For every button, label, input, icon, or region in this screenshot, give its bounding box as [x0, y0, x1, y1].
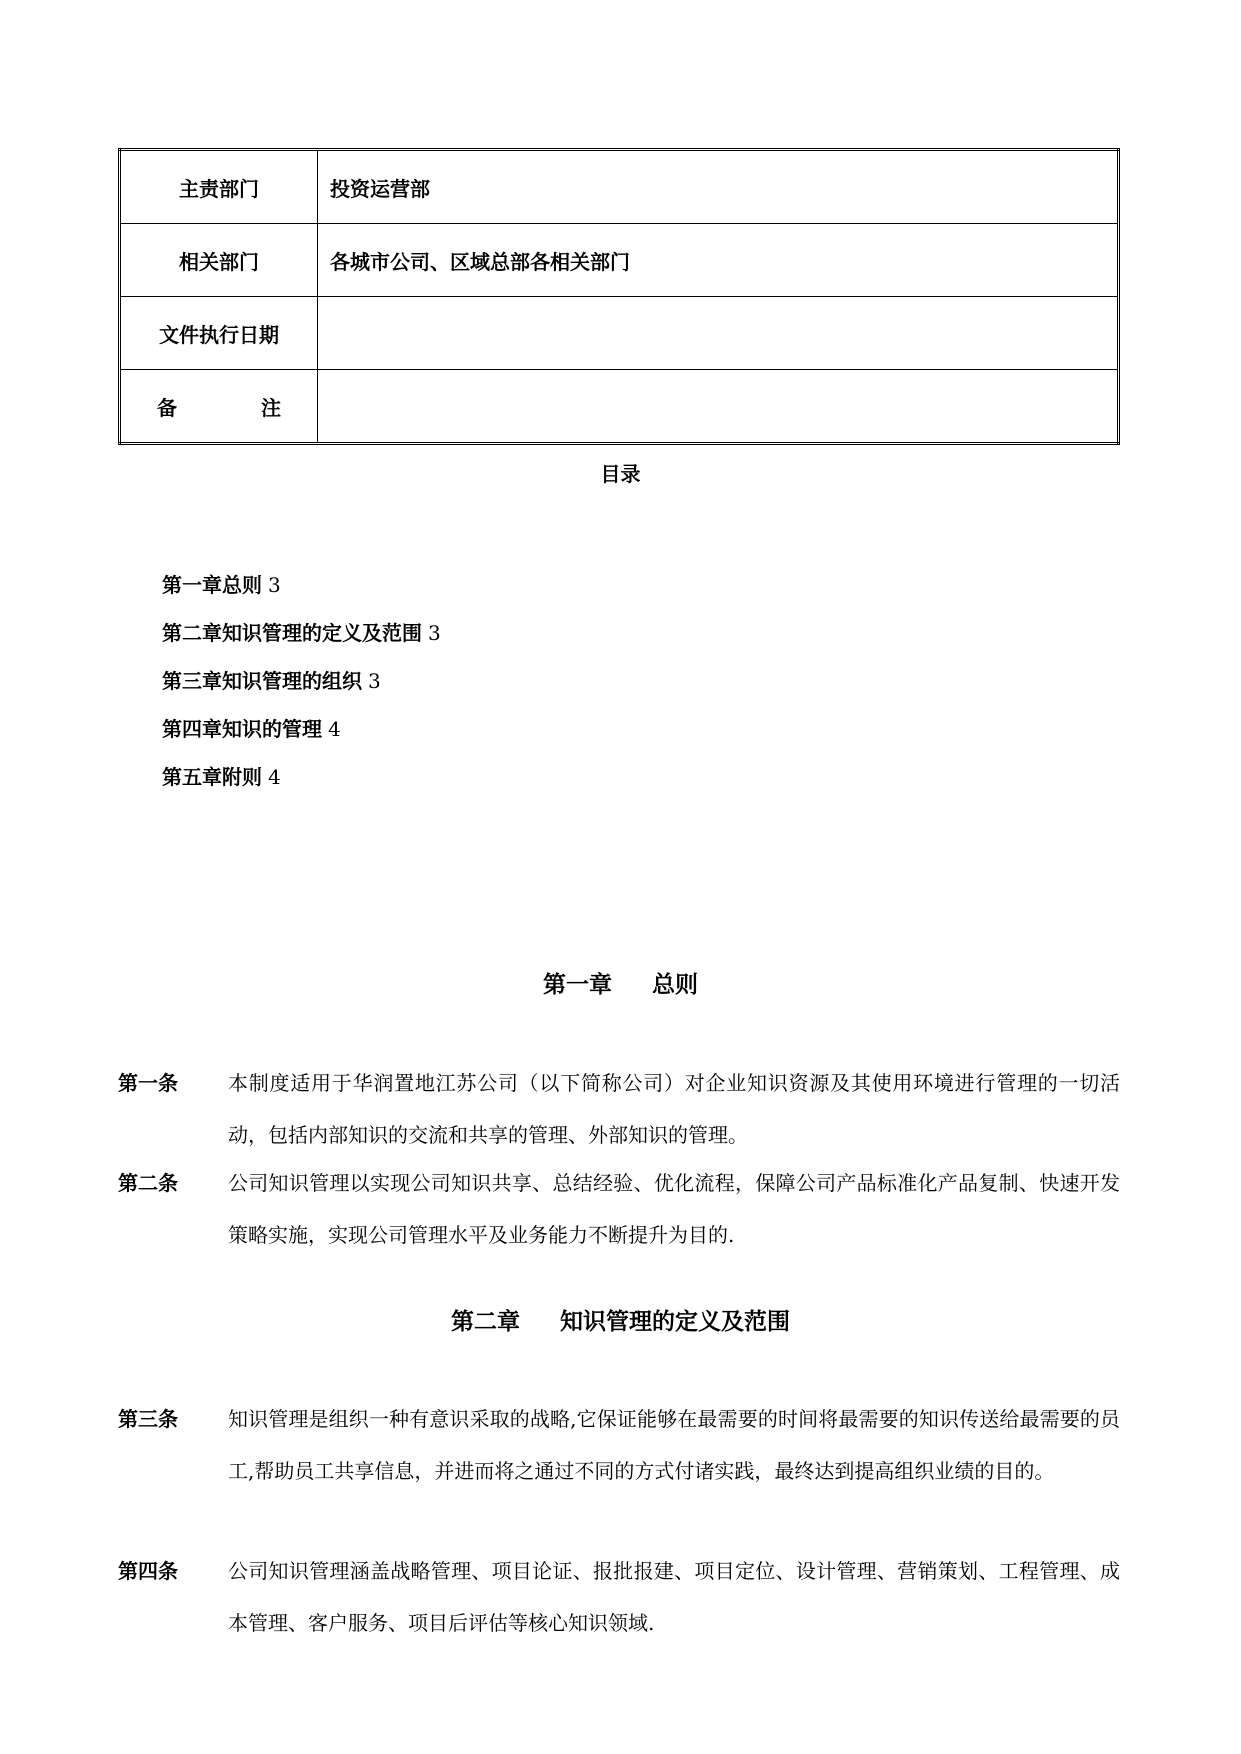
toc-item-title: 第二章知识管理的定义及范围 [162, 621, 422, 645]
table-row [120, 150, 1119, 224]
chapter-2-title [0, 1303, 1241, 1336]
document-info-table [118, 148, 1120, 445]
table-row [120, 224, 1119, 297]
related-dept-label: 相关部门 [120, 224, 318, 297]
article-3 [118, 1404, 1120, 1497]
article-text: 公司知识管理涵盖战略管理、项目论证、报批报建、项目定位、设计管理、营销策划、工程管理、成本管理、客户服务、项目后评估等核心知识领域. [228, 1559, 1120, 1635]
toc-item[interactable] [162, 570, 441, 618]
toc-item-title: 第一章总则 [162, 573, 262, 597]
article-text: 本制度适用于华润置地江苏公司（以下简称公司）对企业知识资源及其使用环境进行管理的一切活动，包括内部知识的交流和共享的管理、外部知识的管理。 [228, 1071, 1120, 1147]
toc-item-page: 4 [268, 765, 281, 789]
toc-item-page: 3 [368, 669, 381, 693]
toc-item-page: 4 [328, 717, 341, 741]
table-row [120, 297, 1119, 370]
remarks-label [120, 370, 318, 444]
article-label: 第二条 [118, 1171, 178, 1195]
toc-item-title: 第三章知识管理的组织 [162, 669, 362, 693]
remarks-value [318, 370, 1119, 444]
toc-item[interactable] [162, 714, 441, 762]
chapter-name: 知识管理的定义及范围 [560, 1309, 790, 1335]
article-1 [118, 1068, 1120, 1161]
chapter-name: 总则 [652, 972, 698, 998]
toc-item-page: 3 [428, 621, 441, 645]
table-of-contents [162, 570, 441, 810]
effective-date-value [318, 297, 1119, 370]
toc-item[interactable] [162, 762, 441, 810]
responsible-dept-value: 投资运营部 [318, 150, 1119, 224]
toc-item[interactable] [162, 618, 441, 666]
article-label: 第四条 [118, 1559, 178, 1583]
related-dept-value: 各城市公司、区域总部各相关部门 [318, 224, 1119, 297]
chapter-1-title [0, 966, 1241, 999]
toc-item-page: 3 [268, 573, 281, 597]
article-2 [118, 1168, 1120, 1261]
toc-item-title: 第四章知识的管理 [162, 717, 322, 741]
article-label: 第一条 [118, 1071, 178, 1095]
remarks-label-right: 注 [261, 395, 281, 420]
effective-date-label: 文件执行日期 [120, 297, 318, 370]
article-text: 知识管理是组织一种有意识采取的战略,它保证能够在最需要的时间将最需要的知识传送给最需要的员工,帮助员工共享信息，并进而将之通过不同的方式付诸实践，最终达到提高组织业绩的目的。 [228, 1407, 1120, 1483]
article-label: 第三条 [118, 1407, 178, 1431]
remarks-label-left: 备 [157, 395, 177, 420]
article-text: 公司知识管理以实现公司知识共享、总结经验、优化流程，保障公司产品标准化产品复制、快速开发策略实施，实现公司管理水平及业务能力不断提升为目的. [228, 1171, 1120, 1247]
chapter-number: 第二章 [451, 1309, 520, 1335]
responsible-dept-label: 主责部门 [120, 150, 318, 224]
toc-heading: 目录 [600, 462, 641, 486]
chapter-number: 第一章 [543, 972, 612, 998]
article-4 [118, 1556, 1120, 1649]
toc-item-title: 第五章附则 [162, 765, 262, 789]
toc-item[interactable] [162, 666, 441, 714]
table-row [120, 370, 1119, 444]
